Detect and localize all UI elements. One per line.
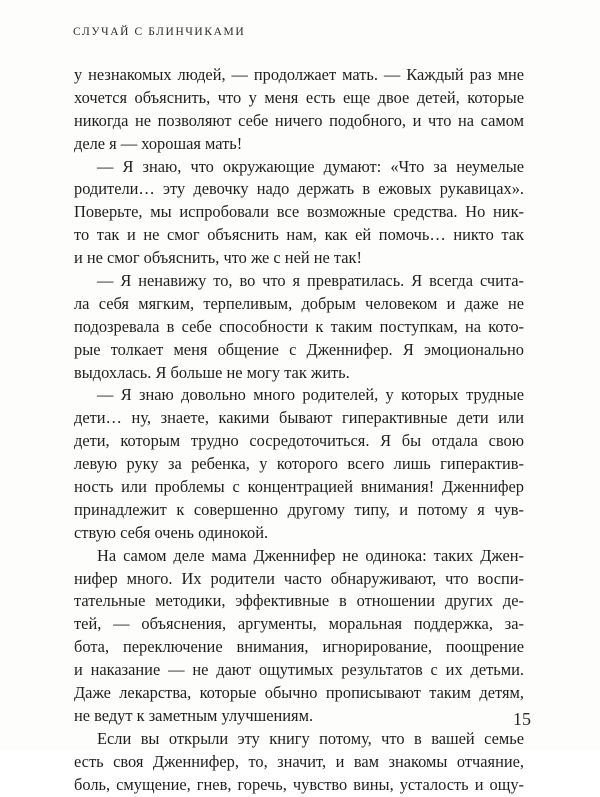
text-line: Даже лекарства, которые обычно прописывают таким детям, [74, 683, 524, 703]
text-line: дети… ну, знаете, какими бывают гиперактивные дети или [74, 408, 524, 428]
text-line: и наказание — не дают ощутимых результатов с их детьми. [74, 660, 524, 680]
text-line: никогда не позволяют себе ничего подобного, и что на самом [74, 110, 524, 130]
text-line: есть своя Дженнифер, то, значит, и вам знакомы отчаяние, [74, 751, 524, 771]
text-line: деле я — хорошая мать! [74, 133, 243, 153]
text-line: выдохлась. Я больше не могу так жить. [74, 362, 350, 382]
text-line: ствую себя очень одинокой. [74, 522, 269, 542]
text-line: На самом деле мама Дженнифер не одинока: таких Джен- [97, 545, 524, 565]
text-line: хочется объяснить, что у меня есть еще двое детей, которые [74, 87, 524, 107]
text-line: родители… эту девочку надо держать в ежовых рукавицах». [74, 179, 524, 199]
text-line: не ведут к заметным улучшениям. [74, 705, 314, 725]
text-line: тей, — объяснения, аргументы, моральная поддержка, за- [74, 614, 524, 634]
text-line: принадлежит к совершенно другому типу, и потому я чув- [74, 499, 524, 519]
text-line: боль, смущение, гнев, горечь, чувство вины, усталость и ощу- [74, 774, 524, 794]
body-text [74, 64, 524, 797]
text-line: Поверьте, мы испробовали все возможные средства. Но ник- [74, 202, 524, 222]
text-line: тательные методики, эффективные в отношении других де- [74, 591, 524, 611]
text-line: подозревала в себе способности к таким поступкам, на кото- [74, 316, 524, 336]
text-line: то так и не смог объяснить нам, как ей помочь… никто так [74, 225, 524, 245]
text-line: — Я ненавижу то, во что я превратилась. Я всегда счита- [97, 271, 524, 291]
text-line: левую руку за ребенка, у которого всего лишь гиперактив- [74, 454, 524, 474]
text-line: рые толкает меня общение с Дженнифер. Я эмоционально [74, 339, 524, 359]
text-line: ность или проблемы с концентрацией внимания! Дженнифер [74, 477, 524, 497]
text-line: у незнакомых людей, — продолжает мать. — Каждый раз мне [74, 65, 524, 84]
text-line: бота, переключение внимания, игнорирование, поощрение [74, 637, 524, 657]
text-line: — Я знаю, что окружающие думают: «Что за неумелые [97, 156, 524, 176]
text-line: и не смог объяснить, что же с ней не так! [74, 248, 362, 268]
text-line: дети, которым трудно сосредоточиться. Я бы отдала свою [74, 431, 524, 451]
text-line: — Я знаю довольно много родителей, у которых трудные [97, 385, 524, 405]
text-line: Если вы открыли эту книгу потому, что в вашей семье [97, 728, 524, 748]
text-line: ла себя мягким, терпеливым, добрым человеком и даже не [74, 293, 524, 313]
page-number: 15 [513, 709, 531, 729]
running-head: СЛУЧАЙ С БЛИНЧИКАМИ [73, 26, 246, 38]
text-line: нифер много. Их родители часто обнаруживают, что воспи- [74, 568, 524, 588]
